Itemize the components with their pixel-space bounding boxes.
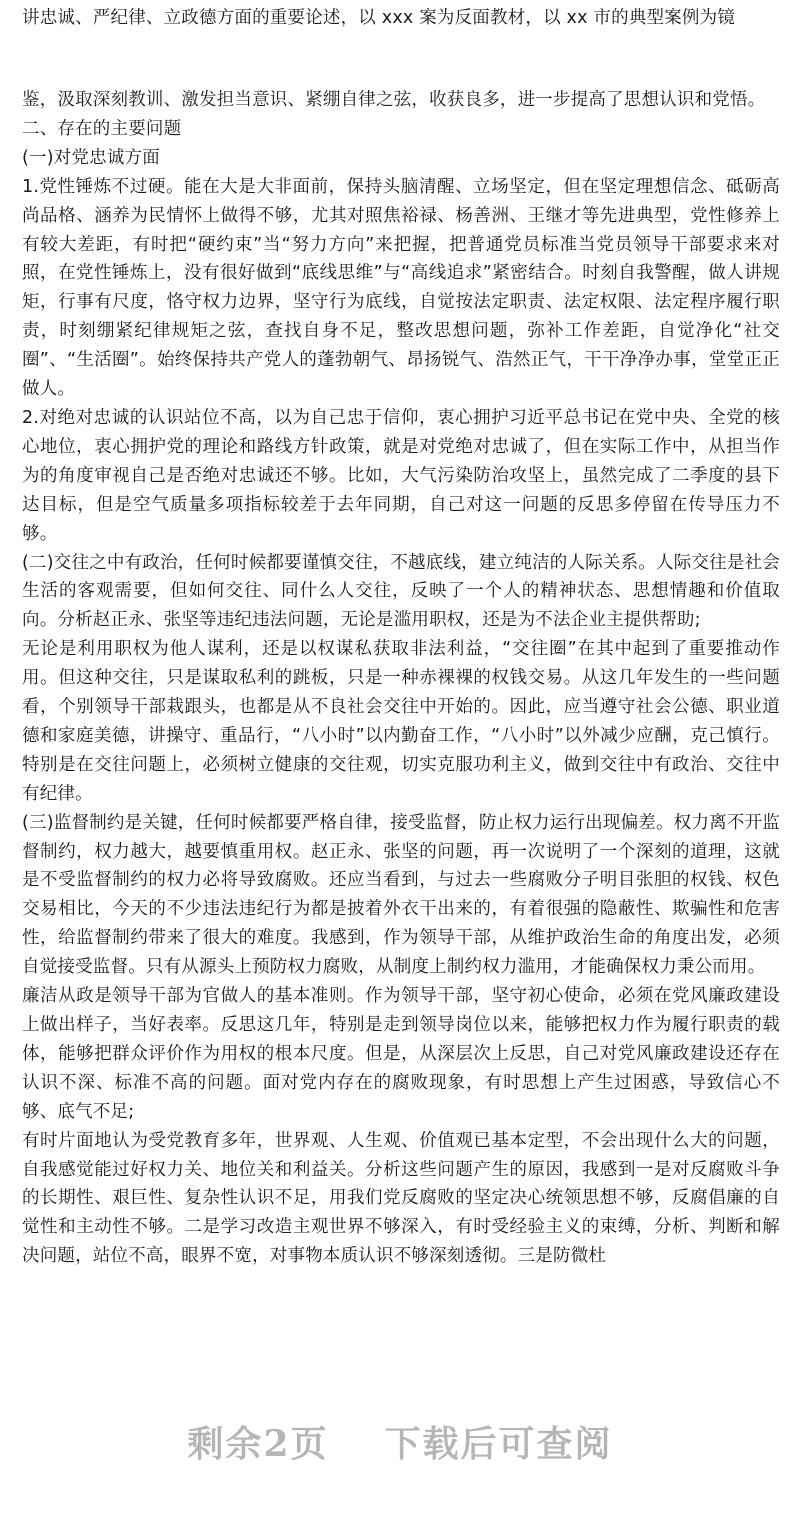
download-prompt[interactable]	[0, 1416, 800, 1467]
paragraph: 廉洁从政是领导干部为官做人的基本准则。作为领导干部，坚守初心使命，必须在党风廉政建设上做出样子，当好表率。反思这几年，特别是走到领导岗位以来，能够把权力作为履行职责的载体，能够把群众评价作为用权的根本尺度。但是，从深层次上反思，自己对党风廉政建设还存在认识不深、标准不高的问题。面对党内存在的腐败现象，有时思想上产生过困惑，导致信心不够、底气不足;	[22, 986, 780, 1122]
paragraph: 有时片面地认为受党教育多年，世界观、人生观、价值观已基本定型，不会出现什么大的问题，自我感觉能过好权力关、地位关和利益关。分析这些问题产生的原因，我感到一是对反腐败斗争的长期性、艰巨性、复杂性认识不足，用我们党反腐败的坚定决心统领思想不够，反腐倡廉的自觉性和主动性不够。二是学习改造主观世界不够深入，有时受经验主义的束缚，分析、判断和解决问题，站位不高，眼界不宽，对事物本质认识不够深刻透彻。三是防微杜	[22, 1130, 780, 1267]
paragraph: 鉴，汲取深刻教训、激发担当意识、紧绷自律之弦，收获良多，进一步提高了思想认识和党悟。	[22, 90, 766, 110]
download-to-view-label: 下载后可查阅	[384, 1423, 613, 1465]
subsection-heading: (一)对党忠诚方面	[22, 147, 160, 168]
first-text-line: 讲忠诚、严纪律、立政德方面的重要论述，以 xxx 案为反面教材，以 xx 市的典型案例为镜	[22, 8, 736, 28]
paragraph: 2.对绝对忠诚的认识站位不高，以为自己忠于信仰，衷心拥护习近平总书记在党中央、全党的核心地位，衷心拥护党的理论和路线方针政策，就是对党绝对忠诚了，但在实际工作中，从担当作为的角度审视自己是否绝对忠诚还不够。比如，大气污染防治攻坚上，虽然完成了二季度的县下达目标，但是空气质量多项指标较差于去年同期，自己对这一问题的反思多停留在传导压力不够。	[22, 407, 780, 544]
remaining-pages-label: 剩余2页	[187, 1423, 329, 1465]
paragraph: 无论是利用职权为他人谋利，还是以权谋私获取非法利益，“交往圈”在其中起到了重要推动作用。但这种交往，只是谋取私利的跳板，只是一种赤裸裸的权钱交易。从这几年发生的一些问题看，个别领导干部栽跟头，也都是从不良社会交往中开始的。因此，应当遵守社会公德、职业道德和家庭美德，讲操守、重品行，“八小时”以内勤奋工作，“八小时”以外减少应酬，克己慎行。特别是在交往问题上，必须树立健康的交往观，切实克服功利主义，做到交往中有政治、交往中有纪律。	[22, 639, 780, 804]
paragraph: (二)交往之中有政治，任何时候都要谨慎交往，不越底线，建立纯洁的人际关系。人际交往是社会生活的客观需要，但如何交往、同什么人交往，反映了一个人的精神状态、思想情趣和价值取向。分析赵正永、张坚等违纪违法问题，无论是滥用职权，还是为不法企业主提供帮助;	[22, 552, 780, 631]
paragraph: 1.党性锤炼不过硬。能在大是大非面前，保持头脑清醒、立场坚定，但在坚定理想信念、砥砺高尚品格、涵养为民情怀上做得不够，尤其对照焦裕禄、杨善洲、王继才等先进典型，党性修养上有较大差距，有时把“硬约束”当“努力方向”来把握，把普通党员标准当党员领导干部要求来对照，在党性锤炼上，没有很好做到“底线思维”与“高线追求”紧密结合。时刻自我警醒，做人讲规矩，行事有尺度，恪守权力边界，坚守行为底线，自觉按法定职责、法定权限、法定程序履行职责，时刻绷紧纪律规矩之弦，查找自身不足，整改思想问题，弥补工作差距，自觉净化“社交圈”、“生活圈”。始终保持共产党人的蓬勃朝气、昂扬锐气、浩然正气，干干净净办事，堂堂正正做人。	[22, 176, 780, 400]
section-heading: 二、存在的主要问题	[22, 118, 182, 139]
paragraph: (三)监督制约是关键，任何时候都要严格自律，接受监督，防止权力运行出现偏差。权力离不开监督制约，权力越大，越要慎重用权。赵正永、张坚的问题，再一次说明了一个深刻的道理，这就是不受监督制约的权力必将导致腐败。还应当看到，与过去一些腐败分子明目张胆的权钱、权色交易相比，今天的不少违法违纪行为都是披着外衣干出来的，有着很强的隐蔽性、欺骗性和危害性，给监督制约带来了很大的难度。我感到，作为领导干部，从维护政治生命的角度出发，必须自觉接受监督。只有从源头上预防权力腐败，从制度上制约权力滥用，才能确保权力秉公而用。	[22, 812, 780, 978]
document-body	[22, 86, 780, 1271]
